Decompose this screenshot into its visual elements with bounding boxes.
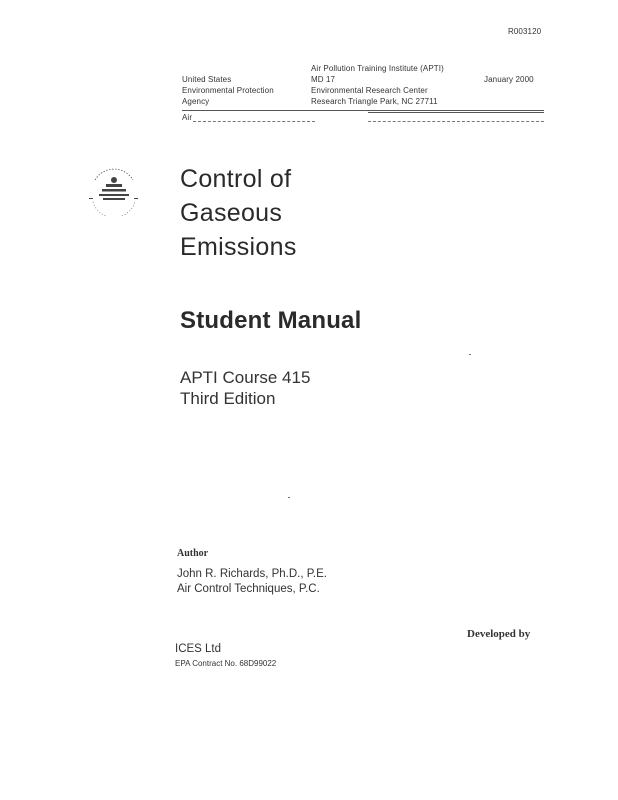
title-line: Gaseous [180, 199, 283, 227]
agency-line: Environmental Protection [182, 86, 274, 95]
institute-line: Environmental Research Center [311, 86, 428, 95]
agency-block [182, 74, 274, 107]
document-id: R003120 [508, 27, 542, 36]
scan-speck [469, 354, 471, 355]
author-name: John R. Richards, Ph.D., P.E. [177, 568, 327, 580]
author-affiliation: Air Control Techniques, P.C. [177, 583, 320, 595]
title-line: Control of [180, 165, 292, 193]
course-block [180, 367, 310, 409]
title-line: Emissions [180, 233, 297, 261]
publication-date: January 2000 [484, 75, 534, 84]
course-line: APTI Course 415 [180, 368, 311, 387]
developer-organization: ICES Ltd [175, 643, 222, 655]
document-title [180, 162, 297, 264]
agency-line: Agency [182, 97, 210, 106]
contract-number: EPA Contract No. 68D99022 [175, 659, 277, 668]
institute-line: Air Pollution Training Institute (APTI) [311, 64, 444, 73]
scan-speck [288, 497, 290, 498]
edition-line: Third Edition [180, 389, 276, 408]
header-rule [368, 112, 544, 113]
header-dashed-rule [368, 121, 544, 122]
header-dashed-rule [193, 121, 315, 122]
author-block [177, 567, 327, 597]
air-label: Air [182, 113, 193, 122]
epa-seal-icon [85, 158, 143, 216]
institute-block [311, 63, 444, 107]
author-heading: Author [177, 548, 209, 559]
document-subtitle: Student Manual [180, 307, 362, 334]
institute-line: Research Triangle Park, NC 27711 [311, 97, 438, 106]
developed-by-label: Developed by [467, 628, 531, 640]
institute-line: MD 17 [311, 75, 336, 84]
header-rule [182, 110, 544, 111]
agency-line: United States [182, 75, 232, 84]
